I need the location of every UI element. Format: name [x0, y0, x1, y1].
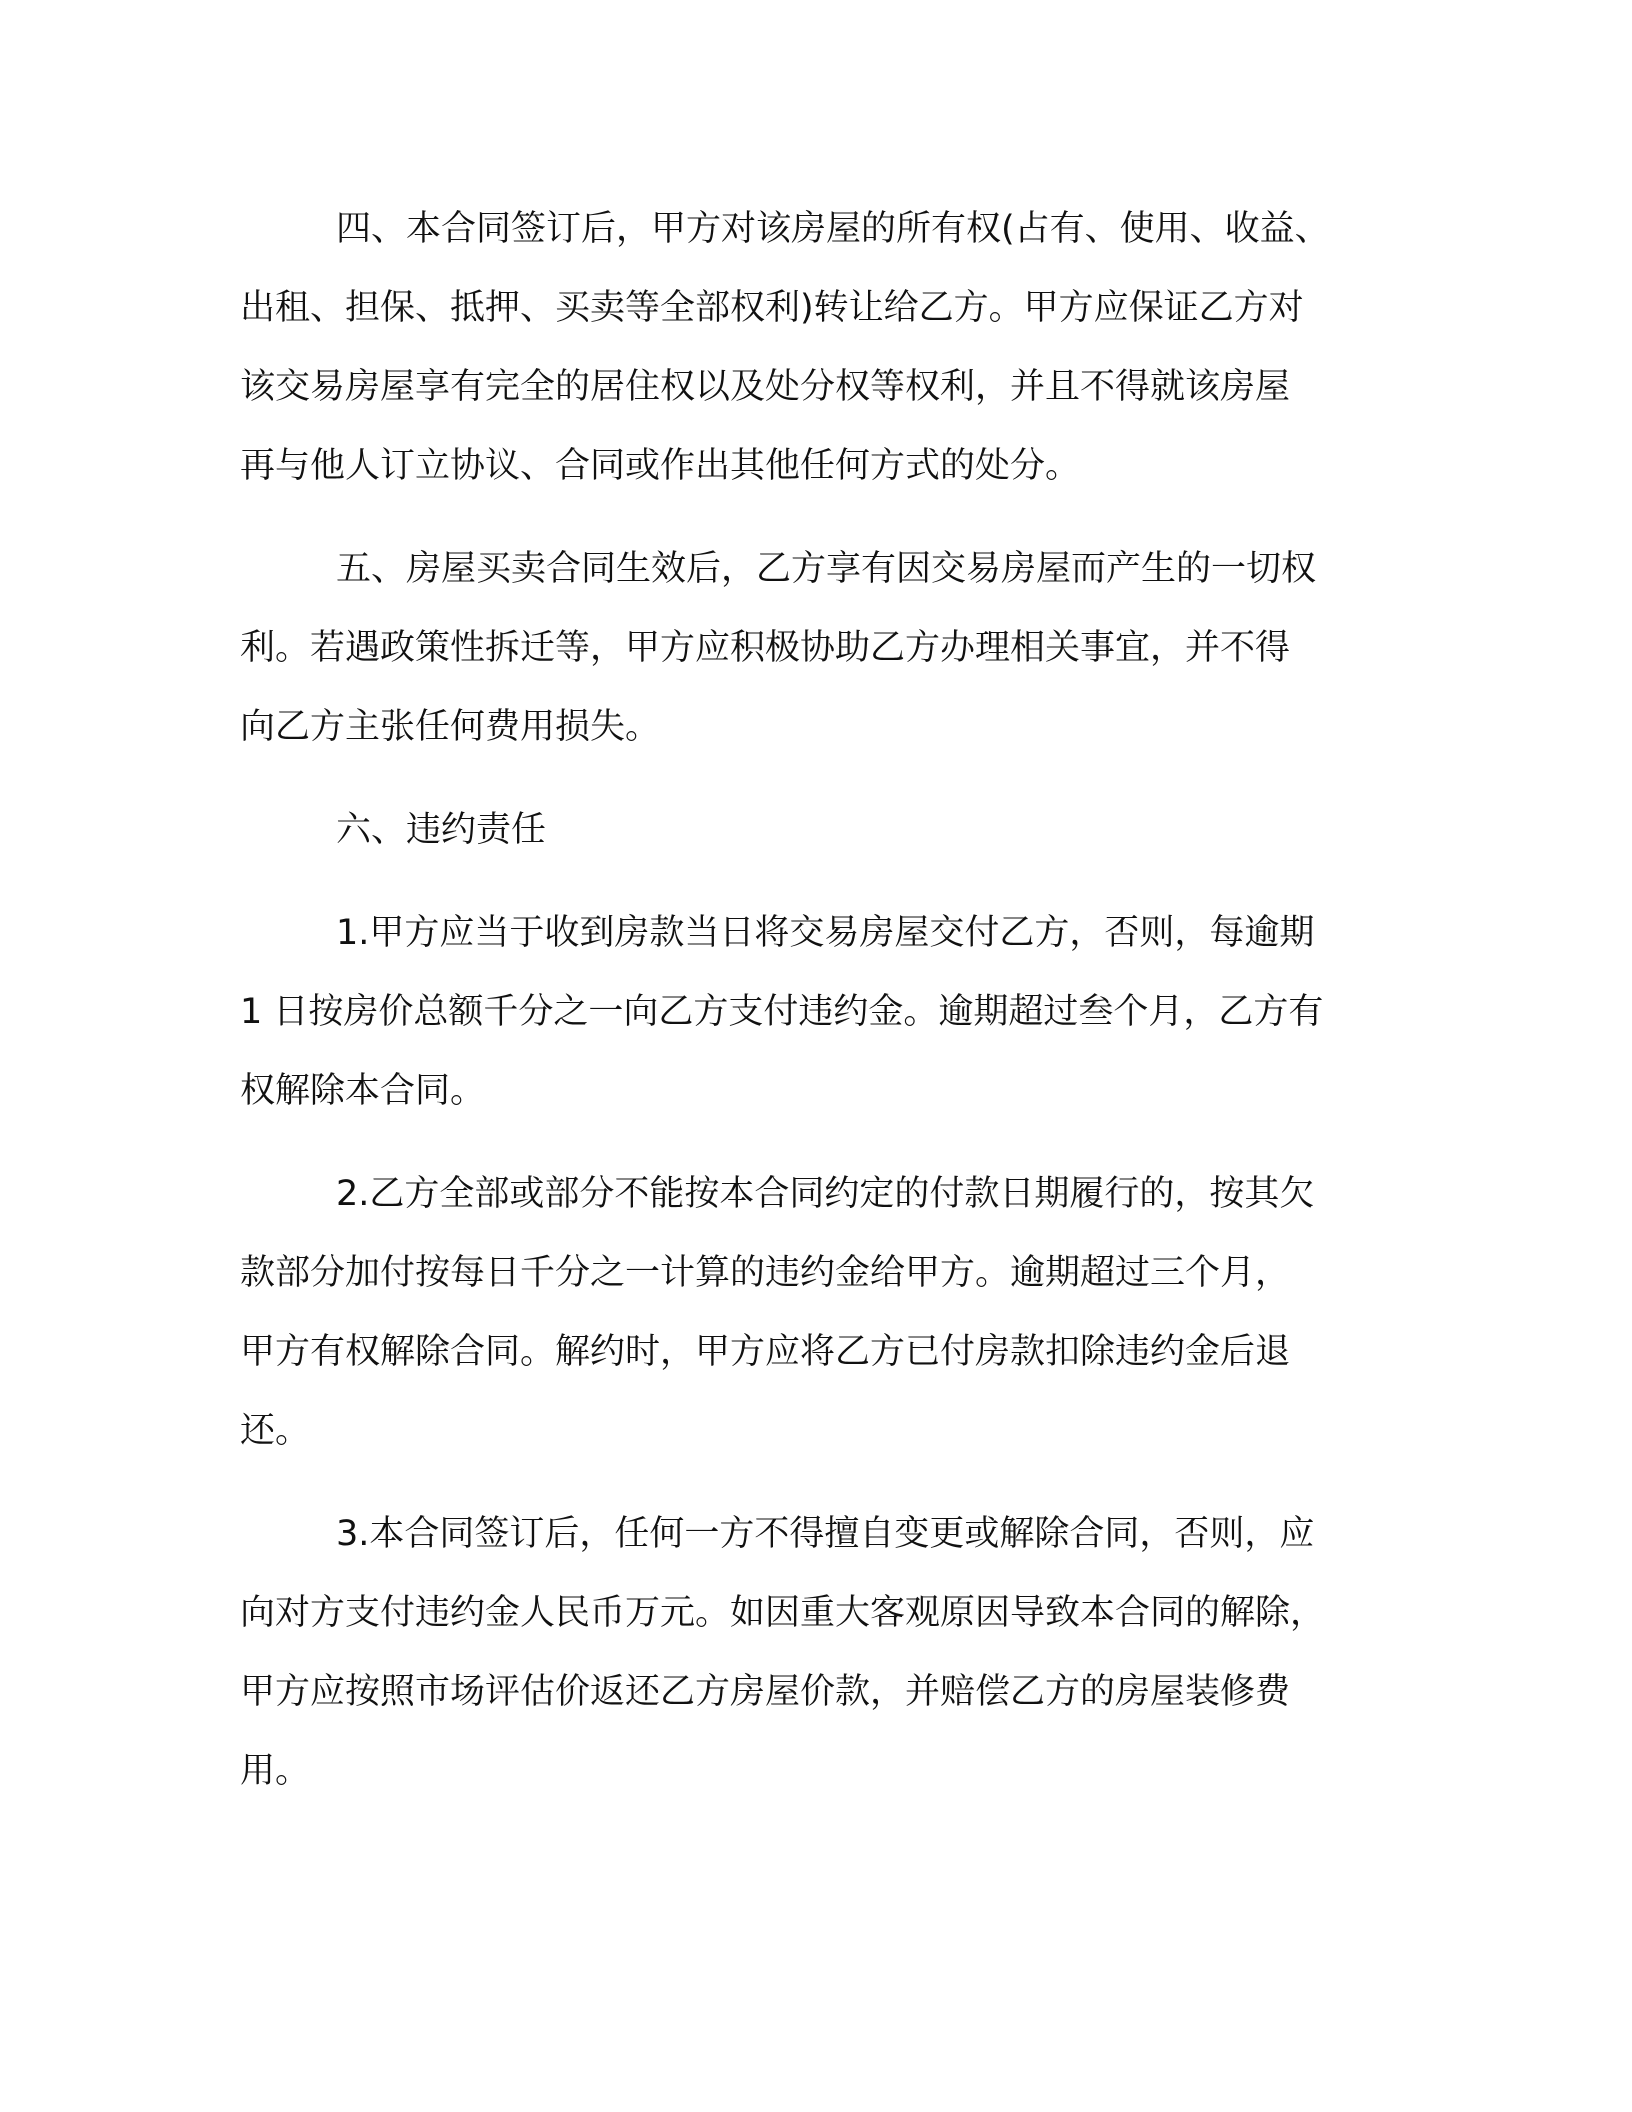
text-line: 利。若遇政策性拆迁等，甲方应积极协助乙方办理相关事宜，并不得 — [240, 628, 1291, 668]
text-line: 权解除本合同。 — [240, 1071, 486, 1111]
clause-six-heading — [240, 791, 1390, 870]
text-line: 用。 — [240, 1751, 311, 1791]
text-line: 1.甲方应当于收到房款当日将交易房屋交付乙方，否则，每逾期 — [336, 913, 1315, 953]
liability-item-2 — [240, 1155, 1390, 1471]
text-line: 向对方支付违约金人民币万元。如因重大客观原因导致本合同的解除， — [240, 1593, 1326, 1633]
liability-item-1 — [240, 894, 1390, 1131]
text-line: 向乙方主张任何费用损失。 — [240, 707, 661, 747]
section-heading: 六、违约责任 — [336, 810, 547, 850]
text-line: 甲方有权解除合同。解约时，甲方应将乙方已付房款扣除违约金后退 — [240, 1332, 1291, 1372]
text-line: 该交易房屋享有完全的居住权以及处分权等权利，并且不得就该房屋 — [240, 367, 1291, 407]
liability-item-3 — [240, 1495, 1390, 1811]
text-line: 五、房屋买卖合同生效后，乙方享有因交易房屋而产生的一切权 — [336, 549, 1317, 589]
clause-four — [240, 190, 1390, 506]
text-line: 再与他人订立协议、合同或作出其他任何方式的处分。 — [240, 446, 1081, 486]
text-line: 出租、担保、抵押、买卖等全部权利)转让给乙方。甲方应保证乙方对 — [240, 288, 1304, 328]
text-line: 1 日按房价总额千分之一向乙方支付违约金。逾期超过叁个月，乙方有 — [240, 992, 1324, 1032]
text-line: 甲方应按照市场评估价返还乙方房屋价款，并赔偿乙方的房屋装修费 — [240, 1672, 1291, 1712]
clause-five — [240, 530, 1390, 767]
text-line: 还。 — [240, 1411, 311, 1451]
text-line: 款部分加付按每日千分之一计算的违约金给甲方。逾期超过三个月， — [240, 1253, 1291, 1293]
text-line: 四、本合同签订后，甲方对该房屋的所有权(占有、使用、收益、 — [336, 209, 1330, 249]
text-line: 3.本合同签订后，任何一方不得擅自变更或解除合同，否则，应 — [336, 1514, 1315, 1554]
document-body — [240, 190, 1390, 1835]
text-line: 2.乙方全部或部分不能按本合同约定的付款日期履行的，按其欠 — [336, 1174, 1315, 1214]
